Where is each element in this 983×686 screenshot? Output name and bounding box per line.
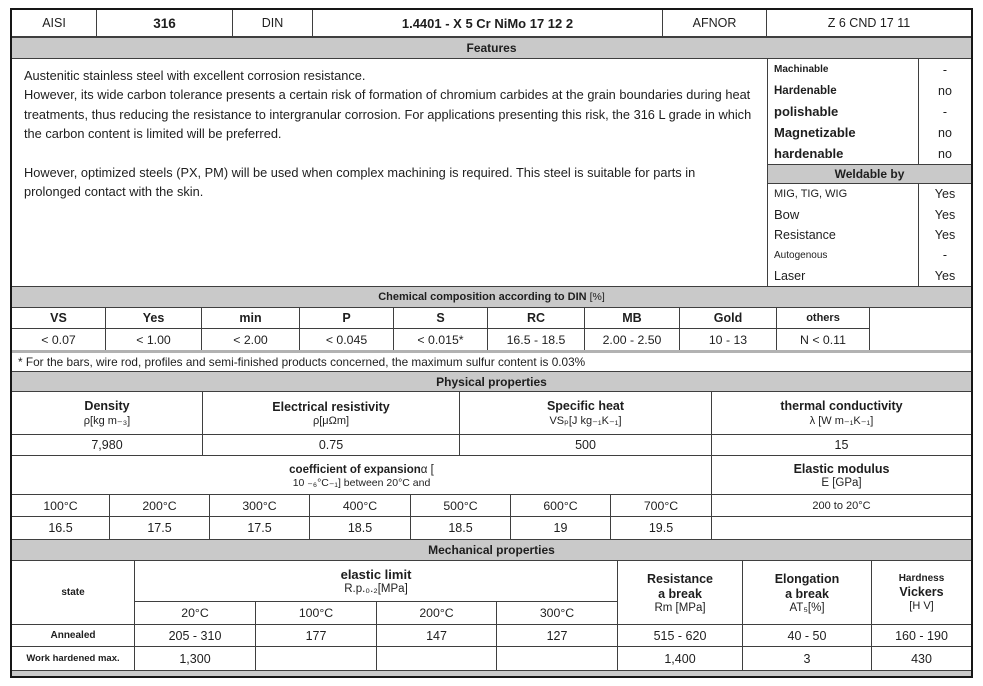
weldable-row	[768, 245, 971, 265]
elastic-limit-title-cell	[135, 561, 617, 602]
property-row	[768, 59, 971, 80]
resistance-title-1: Resistance	[646, 571, 713, 586]
expansion-value: 16.5	[12, 517, 110, 539]
expansion-temp: 600°C	[511, 495, 611, 516]
features-properties-panel	[768, 59, 971, 286]
physical-name: thermal conductivity	[780, 399, 903, 413]
weldable-value-laser: Yes	[918, 266, 971, 286]
elastic-limit-value: 127	[497, 625, 618, 646]
elastic-limit-value: 147	[377, 625, 497, 646]
weldable-value-bow: Yes	[918, 204, 971, 224]
physical-header: Physical properties	[12, 371, 971, 392]
elastic-limit-value	[256, 647, 377, 670]
chemical-column	[394, 308, 488, 350]
elastic-limit-unit: R.p.₀.₂[MPa]	[344, 583, 408, 595]
expansion-title-cell	[12, 456, 712, 494]
steel-datasheet	[10, 8, 973, 678]
chemical-value: < 1.00	[136, 332, 171, 347]
features-paragraph-2: However, its wide carbon tolerance presents a certain risk of formation of chromium carbides at the grain boundaries during heat treatments, thus reducing the resistance to intergranular corrosion. For applications presenting this risk, the 316 L grade in which the carbon content is limited will be preferred.	[24, 87, 752, 142]
physical-name: Density	[84, 399, 130, 413]
weldable-label-bow: Bow	[774, 207, 800, 223]
chemical-column	[202, 308, 300, 350]
weldable-label-laser: Laser	[774, 268, 806, 283]
physical-unit: ρ[kg m₋₃]	[83, 415, 131, 427]
elastic-modulus-name: Elastic modulus	[793, 461, 890, 476]
hardness-value: 430	[911, 651, 932, 666]
chemical-column	[488, 308, 585, 350]
chemical-header-unit: [%]	[589, 291, 605, 303]
chemical-column	[777, 308, 870, 350]
expansion-title-line	[289, 462, 434, 476]
expansion-value: 18.5	[411, 517, 511, 539]
elastic-modulus-value	[712, 517, 971, 539]
expansion-temps-row	[12, 495, 971, 517]
physical-column-resistivity	[203, 392, 460, 455]
elongation-value: 40 - 50	[743, 625, 872, 646]
aisi-value: 316	[97, 10, 233, 36]
chemical-header	[12, 286, 971, 308]
expansion-value: 17.5	[210, 517, 310, 539]
property-value-magnetizable: no	[918, 122, 971, 143]
chemical-footnote: * For the bars, wire rod, profiles and semi-finished products concerned, the maximum sulfur content is 0.03%	[12, 350, 971, 371]
elastic-limit-title: elastic limit	[340, 567, 412, 582]
elastic-limit-temp: 100°C	[256, 602, 377, 624]
physical-value: 0.75	[318, 438, 344, 452]
expansion-subtitle: 10 ₋₆°C₋₁] between 20°C and	[292, 476, 431, 489]
expansion-value: 19.5	[611, 517, 712, 539]
hardness-value: 160 - 190	[895, 628, 948, 643]
physical-unit: λ [W m₋₁K₋₁]	[809, 415, 874, 427]
chemical-column-header: VS	[12, 308, 105, 329]
chemical-column-header: S	[394, 308, 487, 329]
expansion-header-row	[12, 456, 971, 495]
physical-column-thermal-conductivity	[712, 392, 971, 455]
chemical-header-title: Chemical composition according to DIN	[378, 291, 587, 303]
weldable-value-autogenous: -	[918, 245, 971, 265]
expansion-title: coefficient of expansion	[289, 463, 421, 476]
mechanical-row-annealed	[12, 625, 971, 647]
designation-row	[12, 10, 971, 37]
elastic-limit-header	[135, 561, 618, 624]
hardness-title-1: Hardness	[898, 573, 945, 584]
weldable-by-header: Weldable by	[768, 164, 971, 184]
physical-unit: VSₚ[J kg₋₁K₋₁]	[549, 415, 622, 427]
chemical-column	[12, 308, 106, 350]
physical-unit: ρ[μΩm]	[312, 414, 350, 427]
chemical-value: N < 0.11	[800, 332, 846, 347]
mechanical-table-header	[12, 561, 971, 625]
chemical-column-header: RC	[488, 308, 584, 329]
elastic-limit-value: 205 - 310	[135, 625, 256, 646]
expansion-temp: 200°C	[110, 495, 210, 516]
property-label-magnetizable: Magnetizable	[774, 125, 856, 140]
weldable-row	[768, 225, 971, 245]
elastic-limit-value: 1,300	[135, 647, 256, 670]
elastic-limit-temps-row	[135, 602, 617, 624]
property-label-machinable: Machinable	[774, 64, 829, 75]
expansion-values-row	[12, 517, 971, 539]
expansion-temp: 500°C	[411, 495, 511, 516]
mechanical-row-work-hardened	[12, 647, 971, 670]
expansion-value: 19	[511, 517, 611, 539]
physical-column-head	[203, 392, 459, 435]
elongation-value: 3	[743, 647, 872, 670]
chemical-column	[585, 308, 680, 350]
physical-column-head	[712, 392, 971, 435]
din-value: 1.4401 - X 5 Cr NiMo 17 12 2	[313, 10, 663, 36]
bottom-band	[12, 670, 971, 676]
weldable-value-mig-tig-wig: Yes	[918, 184, 971, 204]
property-value-machinable: -	[918, 59, 971, 80]
resistance-title-2: a break	[658, 586, 702, 601]
physical-value: 7,980	[91, 438, 123, 452]
elastic-limit-value	[497, 647, 618, 670]
elastic-modulus-cell	[712, 456, 971, 494]
resistance-value: 515 - 620	[618, 625, 743, 646]
weldable-label-mig-tig-wig: MIG, TIG, WIG	[774, 188, 848, 201]
property-value-hardenable2: no	[918, 143, 971, 164]
resistance-header	[618, 561, 743, 624]
property-row	[768, 122, 971, 143]
elongation-title-1: Elongation	[774, 571, 840, 586]
afnor-value: Z 6 CND 17 11	[827, 16, 911, 30]
weldable-row	[768, 204, 971, 224]
expansion-temp: 300°C	[210, 495, 310, 516]
physical-name: Specific heat	[546, 399, 625, 413]
expansion-temp: 700°C	[611, 495, 712, 516]
property-row	[768, 143, 971, 164]
chemical-value: < 0.015*	[417, 332, 464, 347]
expansion-temp: 100°C	[12, 495, 110, 516]
physical-value: 15	[834, 438, 849, 452]
chemical-value: 16.5 - 18.5	[506, 332, 566, 347]
weldable-value-resistance: Yes	[918, 225, 971, 245]
chemical-column-header: MB	[585, 308, 679, 329]
resistance-value: 1,400	[618, 647, 743, 670]
elastic-limit-temp: 300°C	[539, 606, 575, 620]
chemical-column-header: others	[777, 308, 869, 329]
chemical-column-header: Gold	[680, 308, 776, 329]
chemical-table	[12, 308, 971, 350]
features-paragraph-1: Austenitic stainless steel with excellent corrosion resistance.	[24, 68, 366, 83]
expansion-title-suffix: α [	[420, 463, 434, 476]
property-row	[768, 101, 971, 122]
elongation-title-2: a break	[785, 586, 829, 601]
chemical-column	[106, 308, 202, 350]
features-text	[12, 59, 768, 286]
state-header: state	[12, 561, 135, 624]
physical-column-head	[12, 392, 202, 435]
chemical-empty-cell	[870, 308, 971, 350]
chemical-column-header: Yes	[106, 308, 201, 329]
hardness-title-2: Vickers	[899, 585, 944, 599]
weldable-label-resistance: Resistance	[774, 228, 836, 243]
elongation-header	[743, 561, 872, 624]
features-body	[12, 59, 971, 286]
state-value: Annealed	[12, 625, 135, 646]
state-value: Work hardened max.	[12, 647, 135, 670]
expansion-value: 18.5	[310, 517, 411, 539]
property-label-hardenable: Hardenable	[774, 84, 837, 97]
chemical-value: < 0.07	[41, 332, 76, 347]
weldable-label-autogenous: Autogenous	[774, 249, 828, 261]
hardness-unit: [H V]	[909, 600, 934, 612]
din-label: DIN	[233, 10, 313, 36]
resistance-unit: Rm [MPa]	[654, 601, 706, 614]
elastic-limit-temp: 200°C	[377, 602, 497, 624]
hardness-header	[872, 561, 971, 624]
elastic-limit-temp: 20°C	[135, 602, 256, 624]
physical-name: Electrical resistivity	[272, 399, 390, 414]
aisi-label: AISI	[12, 10, 97, 36]
property-value-hardenable: no	[918, 80, 971, 101]
property-label-polishable: polishable	[774, 104, 839, 119]
physical-value: 500	[575, 438, 596, 452]
elongation-unit: AT₅[%]	[789, 601, 825, 614]
expansion-temp: 400°C	[310, 495, 411, 516]
chemical-column	[680, 308, 777, 350]
elastic-modulus-unit: E [GPa]	[821, 476, 862, 489]
chemical-value: 10 - 13	[708, 332, 748, 347]
physical-table	[12, 392, 971, 456]
weldable-row	[768, 184, 971, 204]
mechanical-header: Mechanical properties	[12, 539, 971, 561]
physical-column-specific-heat	[460, 392, 712, 455]
expansion-value: 17.5	[110, 517, 210, 539]
property-row	[768, 80, 971, 101]
elastic-limit-value: 177	[256, 625, 377, 646]
afnor-label: AFNOR	[663, 10, 767, 36]
weldable-row	[768, 266, 971, 286]
features-header: Features	[12, 37, 971, 59]
property-value-polishable: -	[918, 101, 971, 122]
physical-column-head	[460, 392, 711, 435]
elastic-limit-value	[377, 647, 497, 670]
chemical-value: < 0.045	[325, 332, 368, 347]
property-label-hardenable2: hardenable	[774, 146, 844, 161]
features-paragraph-3: However, optimized steels (PX, PM) will be used when complex machining is required. This steel is suitable for parts in prolonged contact with the skin.	[24, 164, 696, 200]
chemical-column-header: min	[202, 308, 299, 329]
elastic-modulus-range: 200 to 20°C	[812, 499, 871, 512]
chemical-value: 2.00 - 2.50	[602, 332, 662, 347]
chemical-column-header: P	[300, 308, 393, 329]
physical-column-density	[12, 392, 203, 455]
chemical-value: < 2.00	[233, 332, 268, 347]
chemical-column	[300, 308, 394, 350]
